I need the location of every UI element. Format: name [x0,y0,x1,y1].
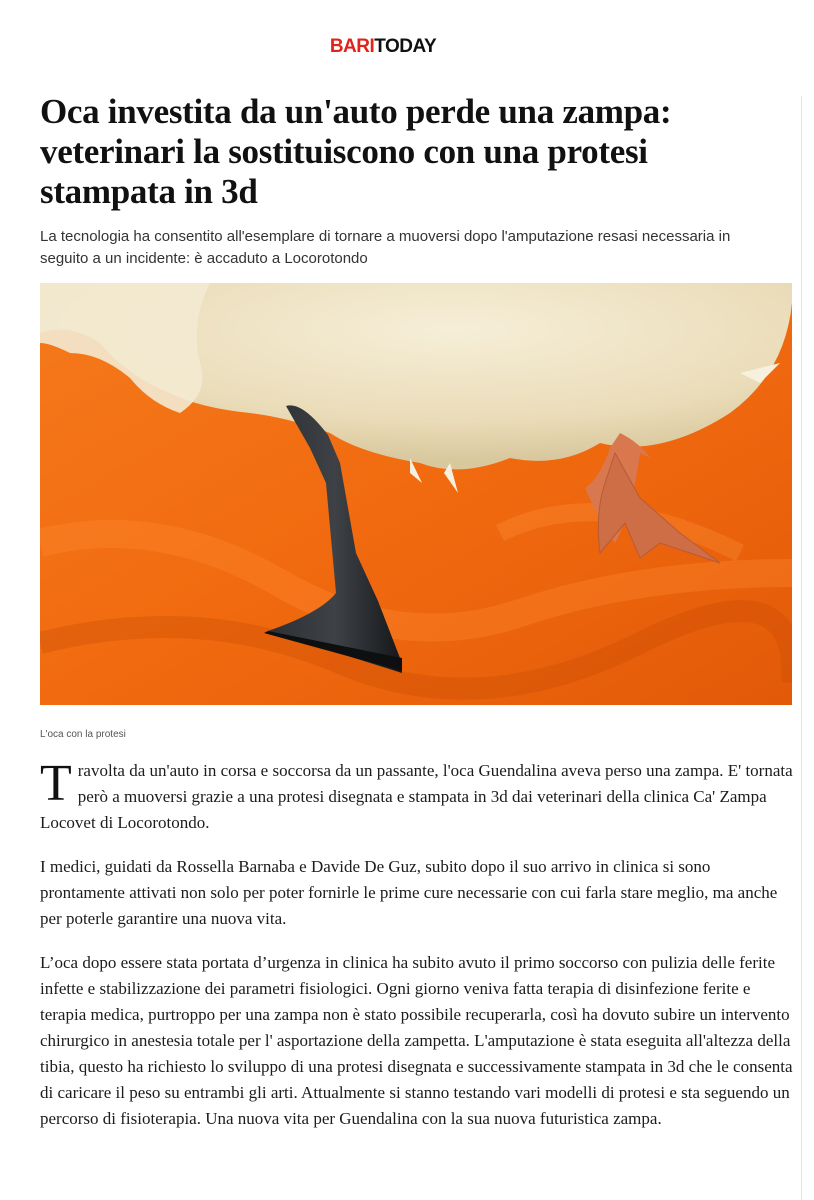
article-title: Oca investita da un'auto perde una zampa: veterinari la sostituiscono con una protesi stampata in 3d [40,92,672,211]
article-paragraph: L’oca dopo essere stata portata d’urgenza in clinica ha subito avuto il primo soccorso con pulizia delle ferite infette e stabilizzazione dei parametri fisiologici. Ogni giorno veniva fatta terapia di disinfezione ferite e terapia medica, purtroppo per una zampa non è stato possibile recuperarla, così ha dovuto subire un intervento chirurgico in anestesia totale per l' asportazione della zampetta. L'amputazione è stata eseguita all'altezza della tibia, questo ha richiesto lo sviluppo di una protesi disegnata e successivamente stampata in 3d che le consenta di caricare il peso su entrambi gli arti. Attualmente si stanno testando vari modelli di protesi e sta seguendo un percorso di fisioterapia. Una nuova vita per Guendalina con la sua nuova futuristica zampa. [40,953,793,1128]
goose-prosthesis-illustration [40,283,792,705]
paragraph-text: ravolta da un'auto in corsa e soccorsa da un passante, l'oca Guendalina aveva perso una zampa. E' tornata però a muoversi grazie a una protesi disegnata e stampata in 3d dai veterinari della clinica Ca' Zampa Locovet di Locorotondo. [40,761,793,832]
article-photo [40,283,792,705]
drop-cap: T [40,755,72,812]
article-body [40,755,794,1150]
article-subtitle: La tecnologia ha consentito all'esemplare di tornare a muoversi dopo l'amputazione resasi necessaria in seguito a un incidente: è accaduto a Locorotondo [40,228,731,267]
logo-today: TODAY [374,36,437,57]
image-caption: L'oca con la protesi [40,729,126,740]
logo-bari: BARI [329,36,375,57]
article-paragraph: I medici, guidati da Rossella Barnaba e Davide De Guz, subito dopo il suo arrivo in clinica si sono prontamente attivati non solo per poter fornirle le prime cure necessarie con cui farla stare meglio, ma anche per poterle garantire una nuova vita. [40,857,778,928]
site-logo[interactable] [0,36,766,58]
column-divider [801,96,802,1200]
article-paragraph [40,755,794,836]
